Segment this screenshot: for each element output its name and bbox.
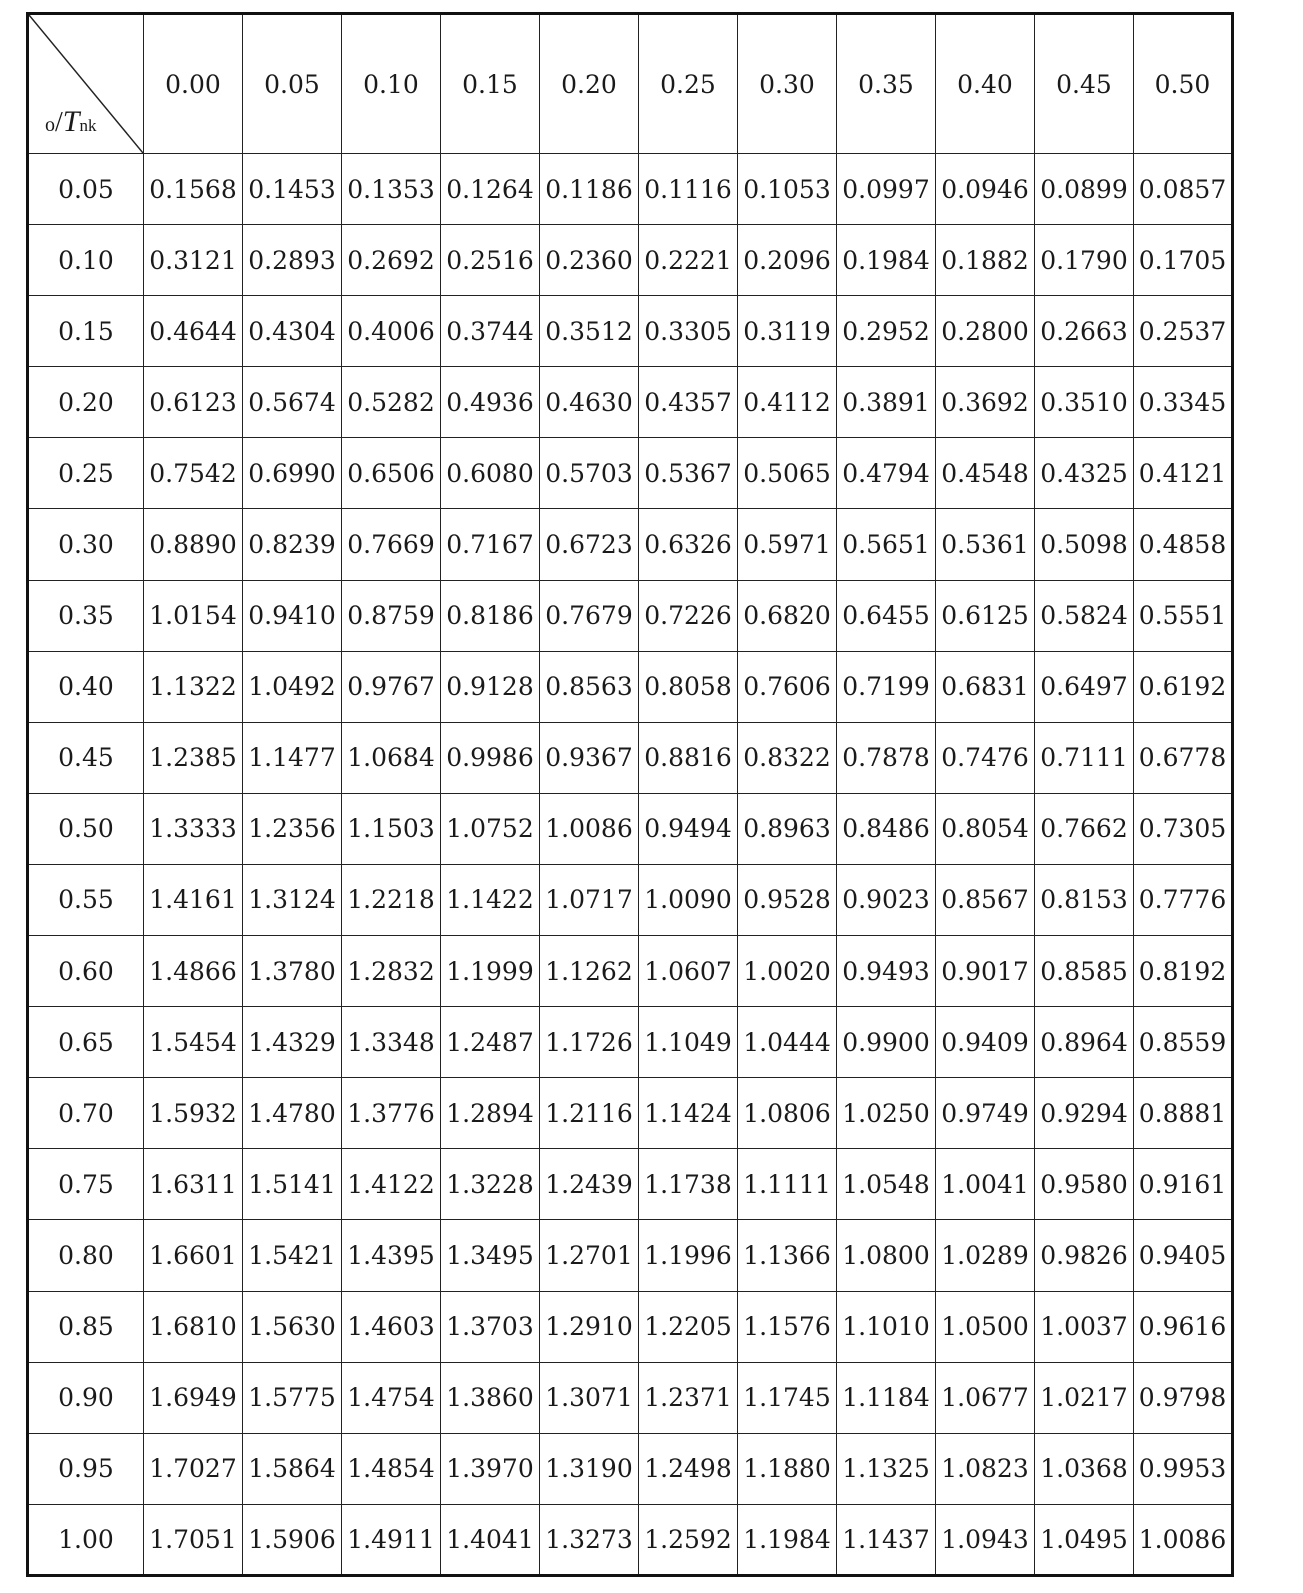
table-cell: 1.1503: [342, 793, 441, 864]
table-cell: 1.4329: [243, 1007, 342, 1078]
table-cell: 1.0684: [342, 722, 441, 793]
table-cell: 1.2205: [639, 1291, 738, 1362]
table-cell: 0.8585: [1035, 936, 1134, 1007]
table-cell: 1.0823: [936, 1433, 1035, 1504]
table-cell: 0.5098: [1035, 509, 1134, 580]
table-cell: 1.1437: [837, 1504, 936, 1575]
table-cell: 1.2701: [540, 1220, 639, 1291]
table-cell: 0.4112: [738, 367, 837, 438]
table-cell: 0.6778: [1134, 722, 1233, 793]
table-cell: 0.7476: [936, 722, 1035, 793]
table-cell: 1.0020: [738, 936, 837, 1007]
table-cell: 0.2893: [243, 225, 342, 296]
table-row: [28, 793, 1233, 864]
table-cell: 1.5932: [144, 1078, 243, 1149]
table-cell: 1.0250: [837, 1078, 936, 1149]
table-cell: 1.4854: [342, 1433, 441, 1504]
table-body: [28, 154, 1233, 1576]
table-cell: 0.8058: [639, 651, 738, 722]
row-header: 1.00: [28, 1504, 144, 1575]
table-cell: 0.7542: [144, 438, 243, 509]
table-cell: 0.3345: [1134, 367, 1233, 438]
table-cell: 0.1116: [639, 154, 738, 225]
table-cell: 0.6192: [1134, 651, 1233, 722]
table-cell: 0.3744: [441, 296, 540, 367]
table-cell: 0.2221: [639, 225, 738, 296]
table-cell: 1.2487: [441, 1007, 540, 1078]
table-cell: 0.2537: [1134, 296, 1233, 367]
corner-subscript: nk: [79, 116, 97, 135]
table-cell: 0.7167: [441, 509, 540, 580]
table-row: [28, 1433, 1233, 1504]
row-header: 0.30: [28, 509, 144, 580]
table-cell: 1.2371: [639, 1362, 738, 1433]
table-cell: 1.0717: [540, 864, 639, 935]
table-cell: 0.7305: [1134, 793, 1233, 864]
table-cell: 1.3273: [540, 1504, 639, 1575]
table-cell: 0.8964: [1035, 1007, 1134, 1078]
row-header: 0.75: [28, 1149, 144, 1220]
table-cell: 0.8816: [639, 722, 738, 793]
row-header: 0.50: [28, 793, 144, 864]
table-cell: 1.6601: [144, 1220, 243, 1291]
table-cell: 0.9405: [1134, 1220, 1233, 1291]
table-cell: 1.1745: [738, 1362, 837, 1433]
table-cell: 0.6125: [936, 580, 1035, 651]
table-cell: 1.0086: [1134, 1504, 1233, 1575]
table-cell: 1.0090: [639, 864, 738, 935]
table-cell: 1.2498: [639, 1433, 738, 1504]
table-cell: 1.1322: [144, 651, 243, 722]
table-cell: 1.0752: [441, 793, 540, 864]
table-cell: 1.0548: [837, 1149, 936, 1220]
row-header: 0.35: [28, 580, 144, 651]
table-cell: 1.2439: [540, 1149, 639, 1220]
table-cell: 1.0677: [936, 1362, 1035, 1433]
table-cell: 1.2385: [144, 722, 243, 793]
table-cell: 1.1325: [837, 1433, 936, 1504]
table-cell: 1.2218: [342, 864, 441, 935]
table-cell: 0.2692: [342, 225, 441, 296]
table-row: [28, 1149, 1233, 1220]
table-cell: 1.5906: [243, 1504, 342, 1575]
table-cell: 1.3776: [342, 1078, 441, 1149]
table-cell: 1.4754: [342, 1362, 441, 1433]
row-header: 0.25: [28, 438, 144, 509]
table-row: [28, 722, 1233, 793]
row-header: 0.85: [28, 1291, 144, 1362]
table-cell: 0.5703: [540, 438, 639, 509]
table-cell: 0.1790: [1035, 225, 1134, 296]
table-row: [28, 936, 1233, 1007]
table-cell: 0.8054: [936, 793, 1035, 864]
table-cell: 0.1453: [243, 154, 342, 225]
table-cell: 0.1264: [441, 154, 540, 225]
table-cell: 0.5282: [342, 367, 441, 438]
table-row: [28, 154, 1233, 225]
table-cell: 1.2894: [441, 1078, 540, 1149]
header-row: [28, 14, 1233, 154]
table-cell: 1.1477: [243, 722, 342, 793]
table-cell: 1.6810: [144, 1291, 243, 1362]
corner-label: [45, 105, 96, 139]
table-cell: 0.9528: [738, 864, 837, 935]
table-cell: 1.0037: [1035, 1291, 1134, 1362]
table-cell: 0.8239: [243, 509, 342, 580]
table-cell: 0.1353: [342, 154, 441, 225]
table-cell: 0.5065: [738, 438, 837, 509]
table-cell: 0.1186: [540, 154, 639, 225]
column-header: 0.30: [738, 14, 837, 154]
table-cell: 0.6123: [144, 367, 243, 438]
table-cell: 0.6506: [342, 438, 441, 509]
table-cell: 0.7226: [639, 580, 738, 651]
table-cell: 1.1984: [738, 1504, 837, 1575]
table-cell: 0.3510: [1035, 367, 1134, 438]
row-header: 0.10: [28, 225, 144, 296]
table-cell: 0.8890: [144, 509, 243, 580]
table-cell: 0.4630: [540, 367, 639, 438]
table-cell: 0.7776: [1134, 864, 1233, 935]
table-cell: 1.1262: [540, 936, 639, 1007]
corner-slash: /: [55, 107, 63, 138]
table-cell: 1.4122: [342, 1149, 441, 1220]
table-cell: 1.2356: [243, 793, 342, 864]
table-cell: 1.3228: [441, 1149, 540, 1220]
table-cell: 0.6455: [837, 580, 936, 651]
table-cell: 0.5651: [837, 509, 936, 580]
table-cell: 0.6990: [243, 438, 342, 509]
table-cell: 0.2096: [738, 225, 837, 296]
table-cell: 0.4357: [639, 367, 738, 438]
table-cell: 0.2663: [1035, 296, 1134, 367]
table-cell: 1.3333: [144, 793, 243, 864]
table-cell: 1.3970: [441, 1433, 540, 1504]
table-cell: 0.1568: [144, 154, 243, 225]
table-cell: 1.0492: [243, 651, 342, 722]
table-row: [28, 509, 1233, 580]
table-row: [28, 225, 1233, 296]
table-cell: 1.0368: [1035, 1433, 1134, 1504]
table-cell: 0.4858: [1134, 509, 1233, 580]
table-cell: 1.6311: [144, 1149, 243, 1220]
table-cell: 0.9161: [1134, 1149, 1233, 1220]
row-header: 0.15: [28, 296, 144, 367]
table-cell: 0.1705: [1134, 225, 1233, 296]
column-header: 0.10: [342, 14, 441, 154]
table-cell: 0.7199: [837, 651, 936, 722]
table-cell: 0.7878: [837, 722, 936, 793]
table-cell: 0.9767: [342, 651, 441, 722]
table-cell: 0.9798: [1134, 1362, 1233, 1433]
row-header: 0.95: [28, 1433, 144, 1504]
table-cell: 1.1996: [639, 1220, 738, 1291]
table-cell: 0.2952: [837, 296, 936, 367]
table-cell: 0.1882: [936, 225, 1035, 296]
table-cell: 0.4936: [441, 367, 540, 438]
table-cell: 0.9367: [540, 722, 639, 793]
table-cell: 0.4304: [243, 296, 342, 367]
table-cell: 0.6497: [1035, 651, 1134, 722]
table-cell: 0.9986: [441, 722, 540, 793]
table-cell: 0.5551: [1134, 580, 1233, 651]
table-cell: 0.9953: [1134, 1433, 1233, 1504]
column-header: 0.15: [441, 14, 540, 154]
table-row: [28, 864, 1233, 935]
table-cell: 0.7669: [342, 509, 441, 580]
row-header: 0.90: [28, 1362, 144, 1433]
table-cell: 1.4161: [144, 864, 243, 935]
column-header: 0.50: [1134, 14, 1233, 154]
table-cell: 0.8559: [1134, 1007, 1233, 1078]
table-cell: 0.0946: [936, 154, 1035, 225]
column-header: 0.20: [540, 14, 639, 154]
table-cell: 1.3190: [540, 1433, 639, 1504]
table-cell: 0.9409: [936, 1007, 1035, 1078]
corner-prefix: o: [45, 114, 55, 136]
table-cell: 1.6949: [144, 1362, 243, 1433]
table-cell: 0.5824: [1035, 580, 1134, 651]
table-cell: 0.9826: [1035, 1220, 1134, 1291]
table-cell: 0.3119: [738, 296, 837, 367]
table-cell: 1.3860: [441, 1362, 540, 1433]
table-cell: 1.3703: [441, 1291, 540, 1362]
table-cell: 0.9749: [936, 1078, 1035, 1149]
table-cell: 0.8322: [738, 722, 837, 793]
table-cell: 0.4794: [837, 438, 936, 509]
table-cell: 0.7662: [1035, 793, 1134, 864]
table-row: [28, 1291, 1233, 1362]
table-cell: 1.0800: [837, 1220, 936, 1291]
table-cell: 1.4603: [342, 1291, 441, 1362]
table-cell: 1.3495: [441, 1220, 540, 1291]
table-cell: 1.5775: [243, 1362, 342, 1433]
table-cell: 0.9294: [1035, 1078, 1134, 1149]
table-cell: 1.2832: [342, 936, 441, 1007]
table-cell: 1.5141: [243, 1149, 342, 1220]
table-cell: 1.1184: [837, 1362, 936, 1433]
table-cell: 1.2910: [540, 1291, 639, 1362]
table-cell: 1.2116: [540, 1078, 639, 1149]
table-cell: 0.2360: [540, 225, 639, 296]
table-cell: 0.4325: [1035, 438, 1134, 509]
table-row: [28, 438, 1233, 509]
table-row: [28, 1504, 1233, 1575]
table-cell: 0.9900: [837, 1007, 936, 1078]
table-cell: 0.6820: [738, 580, 837, 651]
table-cell: 1.1366: [738, 1220, 837, 1291]
table-row: [28, 1362, 1233, 1433]
table-cell: 0.9493: [837, 936, 936, 1007]
table-cell: 0.5367: [639, 438, 738, 509]
table-cell: 0.0857: [1134, 154, 1233, 225]
row-header: 0.45: [28, 722, 144, 793]
table-cell: 0.2800: [936, 296, 1035, 367]
table-cell: 0.5971: [738, 509, 837, 580]
table-cell: 0.8186: [441, 580, 540, 651]
table-cell: 0.0997: [837, 154, 936, 225]
table-cell: 1.0086: [540, 793, 639, 864]
table-cell: 0.6326: [639, 509, 738, 580]
table-row: [28, 651, 1233, 722]
column-header: 0.05: [243, 14, 342, 154]
table-cell: 1.0806: [738, 1078, 837, 1149]
table-cell: 1.1424: [639, 1078, 738, 1149]
corner-header-cell: [28, 14, 144, 154]
table-cell: 1.3071: [540, 1362, 639, 1433]
table-cell: 1.1726: [540, 1007, 639, 1078]
table-cell: 1.0041: [936, 1149, 1035, 1220]
table-cell: 0.5361: [936, 509, 1035, 580]
row-header: 0.20: [28, 367, 144, 438]
table-cell: 1.0289: [936, 1220, 1035, 1291]
table-row: [28, 580, 1233, 651]
coefficient-table: [26, 12, 1234, 1577]
table-cell: 0.0899: [1035, 154, 1134, 225]
row-header: 0.40: [28, 651, 144, 722]
table-cell: 1.0500: [936, 1291, 1035, 1362]
table-cell: 1.4041: [441, 1504, 540, 1575]
table-cell: 1.1010: [837, 1291, 936, 1362]
table-cell: 1.0607: [639, 936, 738, 1007]
table-cell: 0.9494: [639, 793, 738, 864]
table-cell: 0.8486: [837, 793, 936, 864]
table-cell: 0.9023: [837, 864, 936, 935]
row-header: 0.80: [28, 1220, 144, 1291]
table-row: [28, 367, 1233, 438]
table-cell: 0.7606: [738, 651, 837, 722]
table-cell: 0.4006: [342, 296, 441, 367]
table-cell: 0.4121: [1134, 438, 1233, 509]
table-cell: 0.6831: [936, 651, 1035, 722]
corner-variable: T: [62, 105, 80, 138]
table-cell: 1.0943: [936, 1504, 1035, 1575]
table-cell: 0.1053: [738, 154, 837, 225]
row-header: 0.60: [28, 936, 144, 1007]
table-cell: 0.3512: [540, 296, 639, 367]
table-cell: 0.3891: [837, 367, 936, 438]
table-cell: 0.9017: [936, 936, 1035, 1007]
table-cell: 1.4866: [144, 936, 243, 1007]
table-cell: 0.4548: [936, 438, 1035, 509]
table-cell: 1.0217: [1035, 1362, 1134, 1433]
table-cell: 1.7027: [144, 1433, 243, 1504]
table-cell: 1.2592: [639, 1504, 738, 1575]
table-row: [28, 1078, 1233, 1149]
table-cell: 0.6723: [540, 509, 639, 580]
table-cell: 0.9128: [441, 651, 540, 722]
table-cell: 1.1576: [738, 1291, 837, 1362]
table-cell: 0.9616: [1134, 1291, 1233, 1362]
table-cell: 0.2516: [441, 225, 540, 296]
table-cell: 0.7111: [1035, 722, 1134, 793]
table-cell: 0.9410: [243, 580, 342, 651]
row-header: 0.55: [28, 864, 144, 935]
table-cell: 1.0154: [144, 580, 243, 651]
column-header: 0.45: [1035, 14, 1134, 154]
table-cell: 1.0444: [738, 1007, 837, 1078]
table-cell: 0.5674: [243, 367, 342, 438]
table-cell: 1.5454: [144, 1007, 243, 1078]
table-cell: 0.8759: [342, 580, 441, 651]
table-row: [28, 296, 1233, 367]
table-cell: 1.4780: [243, 1078, 342, 1149]
column-header: 0.40: [936, 14, 1035, 154]
table-cell: 0.1984: [837, 225, 936, 296]
row-header: 0.05: [28, 154, 144, 225]
table-cell: 0.8192: [1134, 936, 1233, 1007]
table-cell: 1.4911: [342, 1504, 441, 1575]
table-cell: 1.1880: [738, 1433, 837, 1504]
table-cell: 0.3692: [936, 367, 1035, 438]
row-header: 0.65: [28, 1007, 144, 1078]
table-cell: 0.8153: [1035, 864, 1134, 935]
table-row: [28, 1220, 1233, 1291]
table-cell: 1.1422: [441, 864, 540, 935]
coefficient-table-wrapper: [26, 12, 1231, 1577]
table-cell: 1.1049: [639, 1007, 738, 1078]
table-cell: 1.0495: [1035, 1504, 1134, 1575]
table-cell: 0.8881: [1134, 1078, 1233, 1149]
table-cell: 1.3124: [243, 864, 342, 935]
table-cell: 0.3305: [639, 296, 738, 367]
table-cell: 1.1111: [738, 1149, 837, 1220]
table-cell: 1.7051: [144, 1504, 243, 1575]
table-cell: 0.8563: [540, 651, 639, 722]
table-cell: 1.4395: [342, 1220, 441, 1291]
table-cell: 0.8567: [936, 864, 1035, 935]
table-cell: 1.5630: [243, 1291, 342, 1362]
table-cell: 0.9580: [1035, 1149, 1134, 1220]
table-cell: 1.5864: [243, 1433, 342, 1504]
column-header: 0.35: [837, 14, 936, 154]
table-row: [28, 1007, 1233, 1078]
table-cell: 0.7679: [540, 580, 639, 651]
table-cell: 0.6080: [441, 438, 540, 509]
table-cell: 1.1999: [441, 936, 540, 1007]
table-cell: 0.4644: [144, 296, 243, 367]
table-cell: 1.3348: [342, 1007, 441, 1078]
table-cell: 1.5421: [243, 1220, 342, 1291]
table-cell: 0.3121: [144, 225, 243, 296]
row-header: 0.70: [28, 1078, 144, 1149]
table-cell: 1.3780: [243, 936, 342, 1007]
table-cell: 0.8963: [738, 793, 837, 864]
column-header: 0.25: [639, 14, 738, 154]
column-header: 0.00: [144, 14, 243, 154]
table-cell: 1.1738: [639, 1149, 738, 1220]
